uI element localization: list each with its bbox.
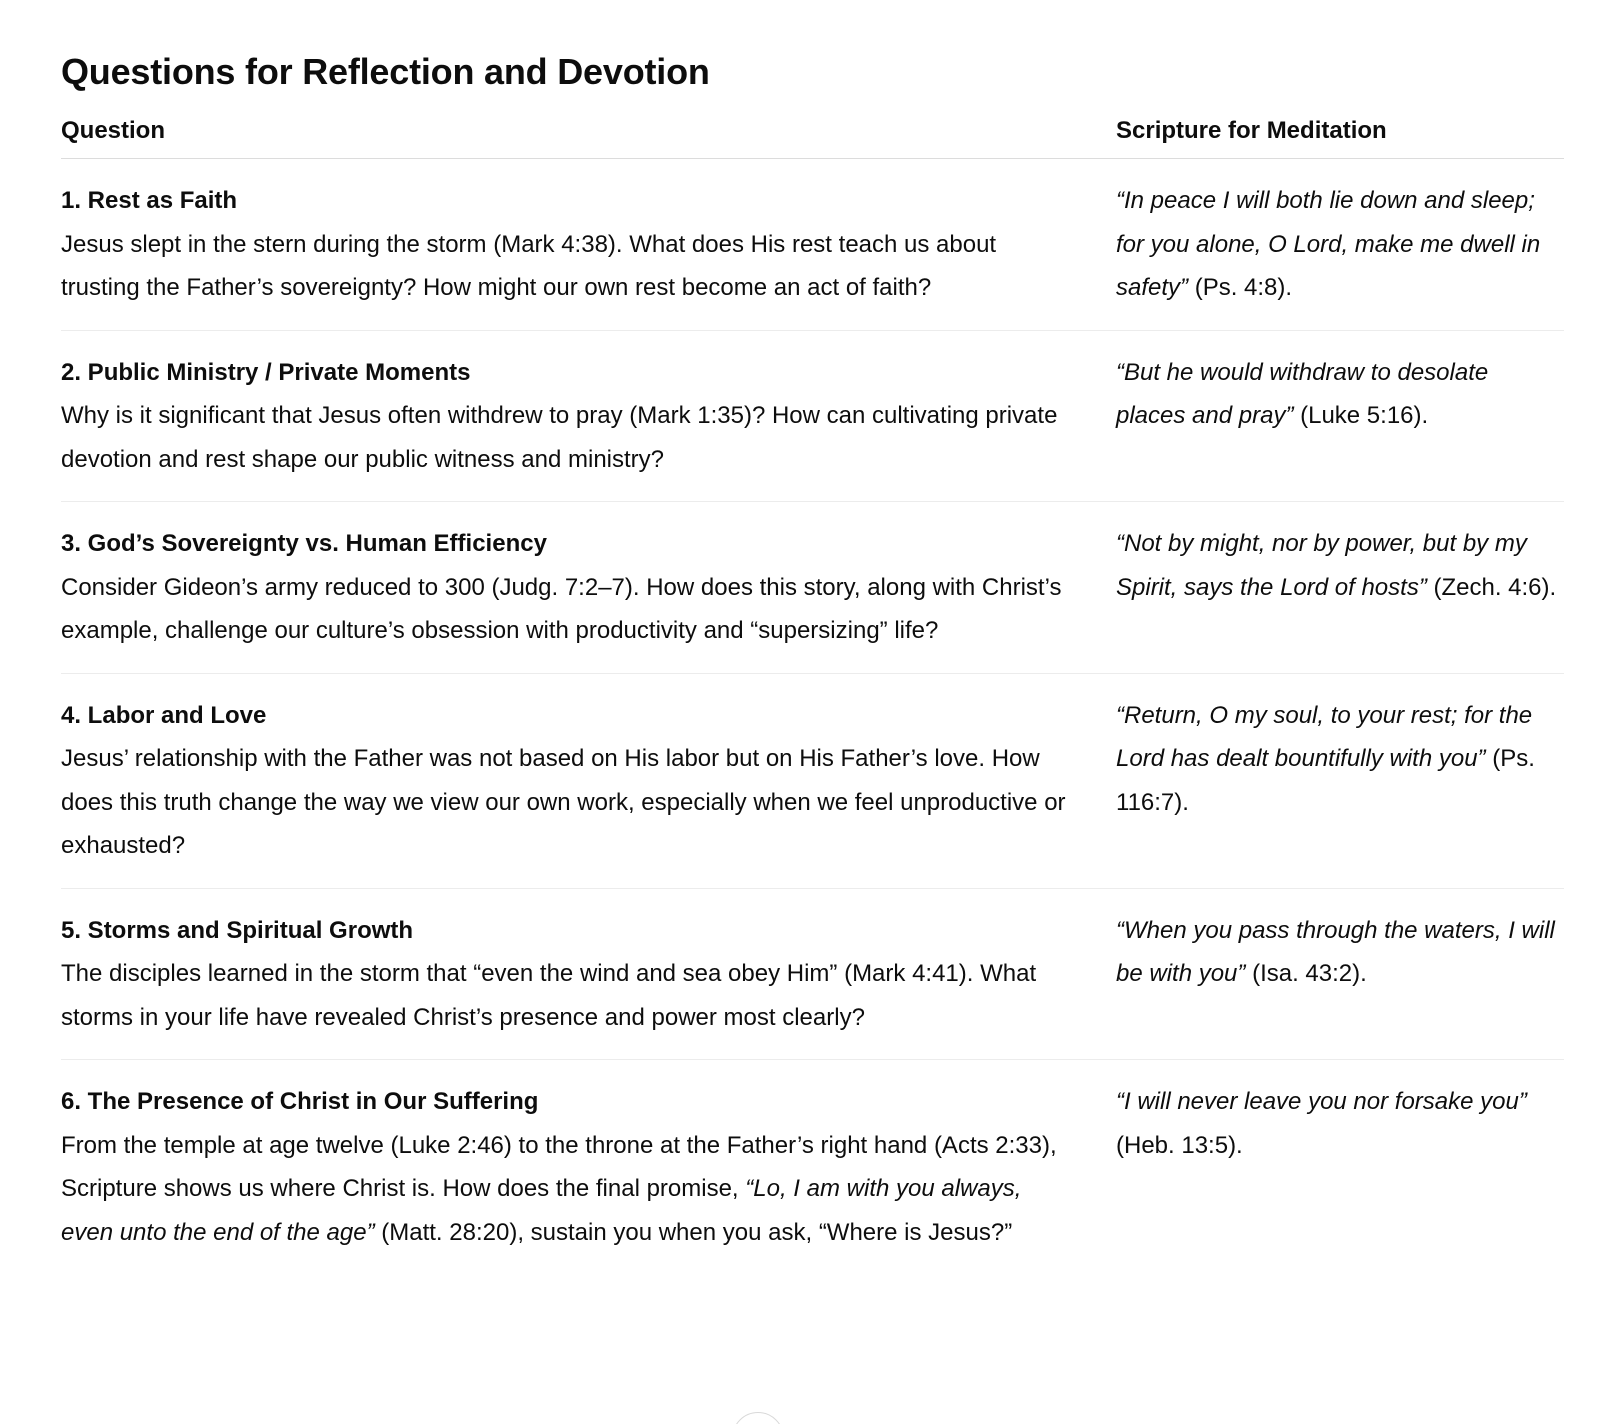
column-header-question: Question [61,116,1116,159]
question-body [61,1124,1080,1255]
question-heading: 4. Labor and Love [61,701,267,729]
page-title: Questions for Reflection and Devotion [61,51,710,92]
question-heading: 1. Rest as Faith [61,187,238,214]
scripture-reference: (Ps. 4:8). [1188,274,1293,301]
table-row [61,673,1564,888]
scripture-reference: (Zech. 4:6). [1426,573,1557,601]
scripture-cell [1116,888,1564,1060]
scripture-quote: “But he would withdraw to desolate places and pray” [1116,358,1489,429]
scripture-reference: (Isa. 43:2). [1245,960,1367,987]
scripture-quote: “I will never leave you nor forsake you” [1116,1088,1527,1115]
scroll-down-button[interactable] [732,1412,784,1424]
scripture-reference: (Ps. 116:7). [1116,745,1535,816]
question-body: Consider Gideon’s army reduced to 300 (Judg. 7:2–7). How does this story, along with Christ’s example, challenge our culture’s obsession with productivity and “supersizing” life? [61,573,1062,644]
question-body: The disciples learned in the storm that “even the wind and sea obey Him” (Mark 4:41). What storms in your life have revealed Christ’s presence and power most clearly? [61,960,1037,1031]
reflection-table [61,116,1564,1274]
scripture-cell [1116,1060,1564,1275]
question-cell [61,159,1116,331]
question-body-text: From the temple at age twelve (Luke 2:46) to the throne at the Father’s right hand (Acts 2:33), Scripture shows us where Christ is. How does the final promise, [61,1131,1057,1202]
question-cell [61,673,1116,888]
scripture-cell [1116,159,1564,331]
scripture-reference: (Heb. 13:5). [1116,1131,1243,1159]
question-cell [61,888,1116,1060]
question-heading: 5. Storms and Spiritual Growth [61,916,414,944]
question-body-text: (Matt. 28:20), sustain you when you ask, “Where is Jesus?” [374,1218,1013,1246]
scripture-cell [1116,502,1564,674]
question-body: Jesus’ relationship with the Father was not based on His labor but on His Father’s love. How does this truth change the way we view our own work, especially when we feel unproductive or exhausted? [61,745,1066,859]
scripture-quote: “When you pass through the waters, I will be with you” [1116,916,1555,987]
scripture-reference: (Luke 5:16). [1293,402,1429,429]
scripture-cell [1116,673,1564,888]
table-row [61,330,1564,502]
scripture-quote: “Not by might, nor by power, but by my Spirit, says the Lord of hosts” [1116,530,1527,601]
question-body: Why is it significant that Jesus often withdrew to pray (Mark 1:35)? How can cultivating private devotion and rest shape our public witness and ministry? [61,402,1058,473]
question-cell [61,1060,1116,1275]
document-page [61,44,1564,1274]
question-cell [61,330,1116,502]
table-row [61,888,1564,1060]
scripture-quote: “In peace I will both lie down and sleep; for you alone, O Lord, make me dwell in safety” [1116,187,1541,301]
table-row [61,159,1564,331]
question-heading: 3. God’s Sovereignty vs. Human Efficiency [61,530,547,557]
scripture-quote: “Return, O my soul, to your rest; for the Lord has dealt bountifully with you” [1116,701,1533,772]
column-header-scripture: Scripture for Meditation [1116,116,1564,159]
table-row [61,502,1564,674]
table-row [61,1060,1564,1275]
question-body-quote: “Lo, I am with you always, even unto the end of the age” [61,1175,1022,1246]
question-heading: 6. The Presence of Christ in Our Suffering [61,1088,539,1115]
scripture-cell [1116,330,1564,502]
question-body: Jesus slept in the stern during the storm (Mark 4:38). What does His rest teach us about trusting the Father’s sovereignty? How might our own rest become an act of faith? [61,230,997,301]
table-header-row [61,116,1564,159]
question-heading: 2. Public Ministry / Private Moments [61,358,471,386]
question-cell [61,502,1116,674]
